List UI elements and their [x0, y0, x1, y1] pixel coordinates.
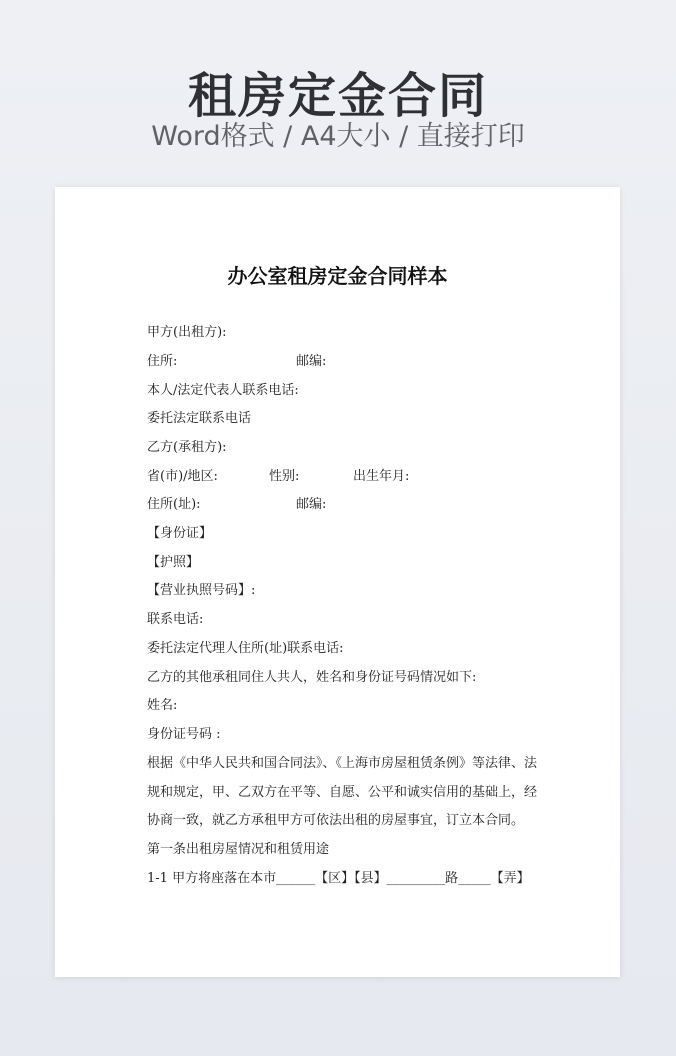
party-b-line: 乙方(承租方): — [147, 440, 227, 455]
banner-subtitle: Word格式 / A4大小 / 直接打印 — [151, 121, 525, 152]
gender-label: 性别: — [269, 469, 300, 484]
clause-1-1-line: 1-1 甲方将座落在本市______【区】【县】_________路_____【弄】 — [147, 871, 530, 886]
party-a-line: 甲方(出租方): — [147, 325, 227, 340]
document-title: 办公室租房定金合同样本 — [227, 264, 448, 288]
phone-line: 联系电话: — [147, 612, 204, 627]
basis-paragraph-line-1: 根据《中华人民共和国合同法》、《上海市房屋租赁条例》等法律、法 — [147, 756, 538, 771]
co-tenants-line: 乙方的其他承租同住人共人，姓名和身份证号码情况如下: — [147, 670, 477, 685]
address-label: 住所: — [147, 354, 178, 369]
postcode-label: 邮编: — [296, 354, 327, 369]
contact-phone-line: 本人/法定代表人联系电话: — [147, 383, 299, 398]
agent-phone-line: 委托法定代理人住所(址)联系电话: — [147, 641, 344, 656]
postcode-b-label: 邮编: — [296, 497, 327, 512]
name-line: 姓名: — [147, 698, 178, 713]
id-card-line: 【身份证】 — [147, 526, 213, 541]
province-label: 省(市)/地区: — [147, 469, 218, 484]
id-number-line: 身份证号码 : — [147, 727, 221, 742]
residence-label: 住所(址): — [147, 497, 201, 512]
birth-label: 出生年月: — [353, 469, 410, 484]
passport-line: 【护照】 — [147, 555, 200, 570]
banner-title: 租房定金合同 — [187, 68, 488, 124]
business-license-line: 【营业执照号码】: — [147, 583, 256, 598]
document-page — [55, 187, 620, 977]
basis-paragraph-line-3: 协商一致，就乙方承租甲方可依法出租的房屋事宜，订立本合同。 — [147, 813, 525, 828]
entrusted-phone-line: 委托法定联系电话 — [147, 411, 252, 426]
basis-paragraph-line-2: 规和规定，甲、乙双方在平等、自愿、公平和诚实信用的基础上，经 — [147, 785, 538, 800]
article-1-heading: 第一条出租房屋情况和租赁用途 — [147, 842, 330, 857]
